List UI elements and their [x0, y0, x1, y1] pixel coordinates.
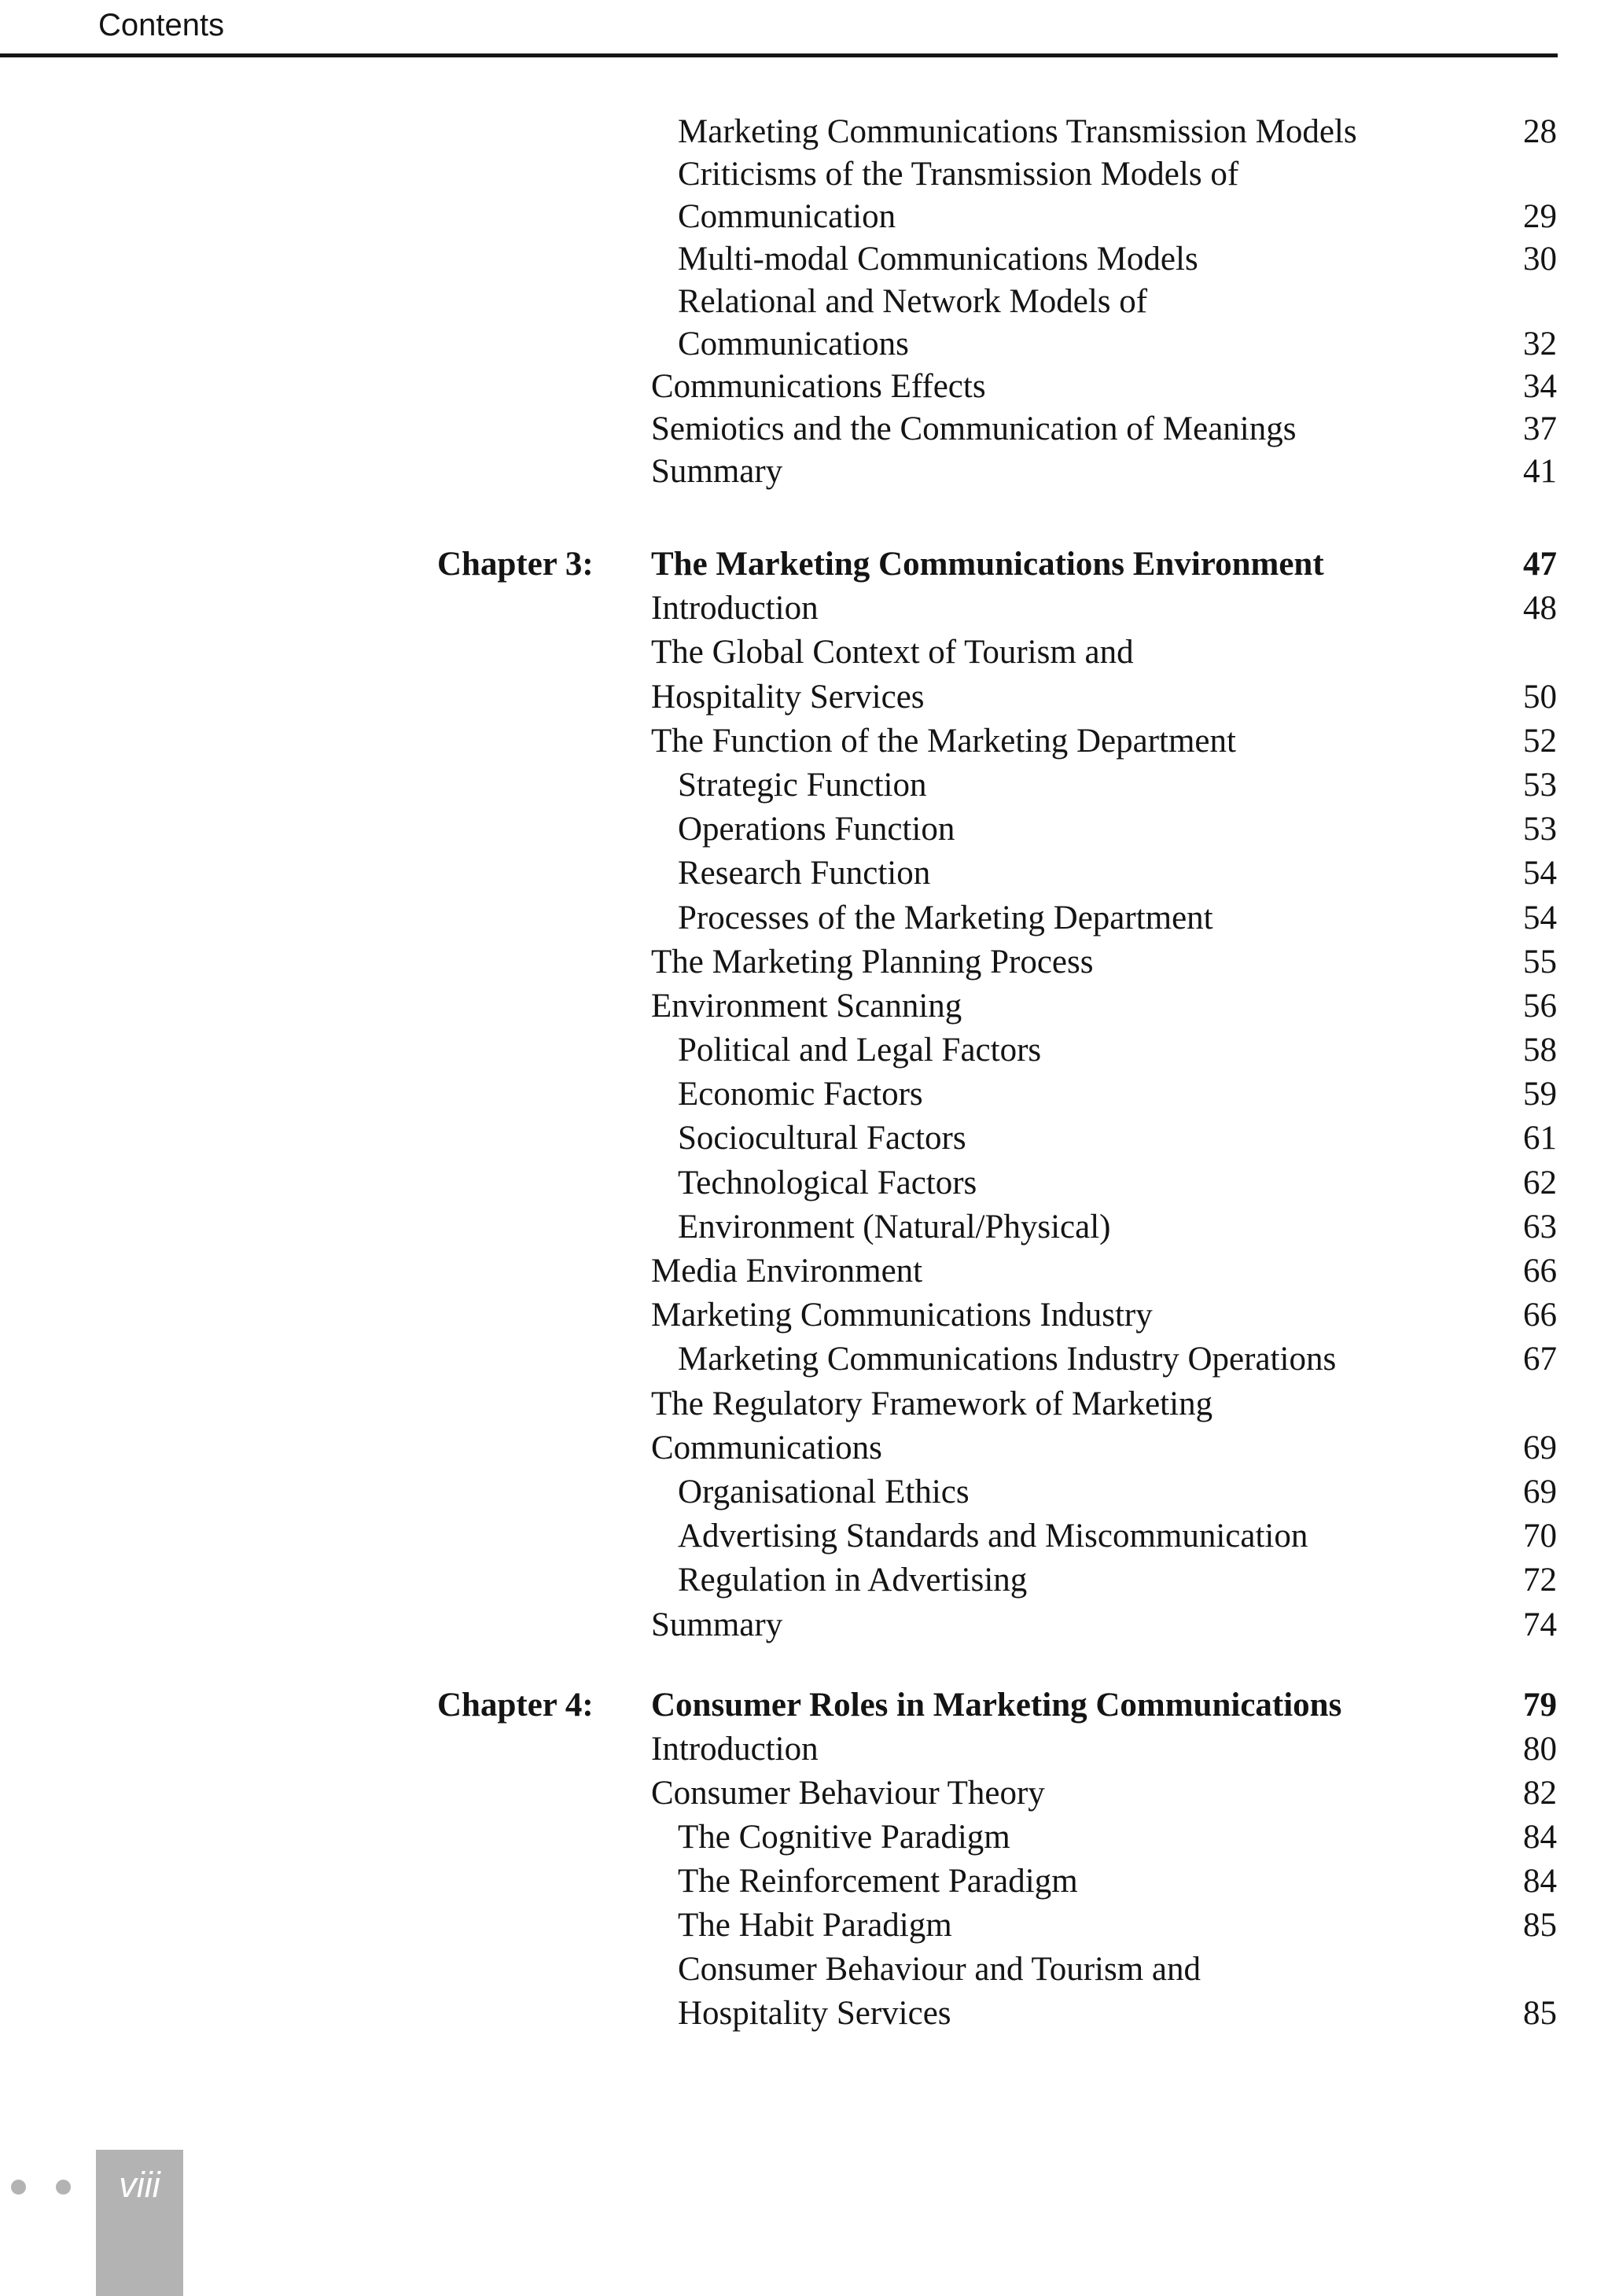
- toc-row: [0, 1426, 1597, 1470]
- toc-row: [0, 366, 1597, 408]
- toc-entry-title: The Marketing Planning Process: [651, 943, 1094, 981]
- toc-entry-page: 61: [1523, 1120, 1557, 1157]
- toc-entry-title: Processes of the Marketing Department: [678, 899, 1213, 936]
- toc-entry-title: Multi-modal Communications Models: [678, 241, 1198, 278]
- toc-entry-title: The Cognitive Paradigm: [678, 1819, 1010, 1856]
- toc-entry-title: Introduction: [651, 1731, 819, 1768]
- toc-entry-title: The Global Context of Tourism and: [651, 634, 1134, 672]
- toc-row: [0, 1904, 1597, 1948]
- toc-row: [0, 408, 1597, 451]
- toc-entry-page: 55: [1523, 943, 1557, 981]
- toc-entry-page: 84: [1523, 1819, 1557, 1856]
- toc-row: [0, 1992, 1597, 2036]
- toc-entry-page: 70: [1523, 1518, 1557, 1555]
- toc-row: [0, 1772, 1597, 1816]
- toc-row: [0, 196, 1597, 238]
- toc-entry-title: Hospitality Services: [678, 1995, 951, 2032]
- toc-entry-page: 52: [1523, 722, 1557, 760]
- toc-entry-title: Communication: [678, 198, 896, 235]
- toc-entry-title: Sociocultural Factors: [678, 1120, 966, 1157]
- toc-row: [0, 323, 1597, 366]
- toc-entry-page: 67: [1523, 1341, 1557, 1378]
- toc-entry-title: The Reinforcement Paradigm: [678, 1863, 1078, 1900]
- footer-dot: [11, 2180, 26, 2195]
- toc-entry-title: The Regulatory Framework of Marketing: [651, 1385, 1213, 1422]
- toc-entry-page: 28: [1523, 113, 1557, 150]
- toc-row: [0, 940, 1597, 984]
- toc-row: [0, 631, 1597, 675]
- toc-entry-page: 84: [1523, 1863, 1557, 1900]
- toc-entry-title: Environment (Natural/Physical): [678, 1208, 1111, 1246]
- toc-entry-title: Relational and Network Models of: [678, 283, 1148, 320]
- toc-entry-title: Semiotics and the Communication of Meanings: [651, 410, 1297, 447]
- toc-entry-page: 58: [1523, 1032, 1557, 1069]
- chapter-title: Consumer Roles in Marketing Communications: [651, 1687, 1342, 1724]
- toc-entry-title: Introduction: [651, 590, 819, 627]
- toc-entry-title: Summary: [651, 1606, 783, 1643]
- toc-row: [0, 1728, 1597, 1772]
- toc-entry-page: 80: [1523, 1731, 1557, 1768]
- toc-row: [0, 896, 1597, 940]
- toc-entry-page: 59: [1523, 1076, 1557, 1113]
- header-rule: [0, 53, 1558, 57]
- page-header-title: Contents: [98, 8, 225, 42]
- toc-entry-title: Summary: [651, 453, 783, 490]
- toc-row: [0, 543, 1597, 587]
- toc-row: [0, 153, 1597, 196]
- toc-entry-title: Criticisms of the Transmission Models of: [678, 156, 1239, 193]
- toc-row: [0, 1028, 1597, 1073]
- toc-entry-page: 63: [1523, 1208, 1557, 1246]
- toc-entry-title: Marketing Communications Industry: [651, 1297, 1153, 1334]
- chapter-label: Chapter 3:: [437, 546, 594, 583]
- toc-row: [0, 852, 1597, 896]
- toc-entry-page: 37: [1523, 410, 1557, 447]
- toc-row: [0, 808, 1597, 852]
- toc-entry-page: 29: [1523, 198, 1557, 235]
- toc-row: [0, 675, 1597, 719]
- toc-row: [0, 1470, 1597, 1514]
- toc-entry-page: 34: [1523, 368, 1557, 405]
- toc-entry-page: 54: [1523, 899, 1557, 936]
- toc-row: [0, 1382, 1597, 1426]
- chapter-title: The Marketing Communications Environment: [651, 546, 1324, 583]
- toc-row: [0, 281, 1597, 323]
- toc-row: [0, 1205, 1597, 1249]
- toc-row: [0, 719, 1597, 763]
- toc-entry-page: 48: [1523, 590, 1557, 627]
- toc-row: [0, 1816, 1597, 1860]
- toc-entry-title: Political and Legal Factors: [678, 1032, 1042, 1069]
- toc-entry-page: 53: [1523, 766, 1557, 804]
- toc-row: [0, 1117, 1597, 1161]
- toc-entry-page: 66: [1523, 1297, 1557, 1334]
- toc-row: [0, 1603, 1597, 1647]
- toc-row: [0, 1558, 1597, 1602]
- toc-entry-title: Regulation in Advertising: [678, 1562, 1028, 1599]
- toc-entry-page: 62: [1523, 1164, 1557, 1201]
- toc-row: [0, 1161, 1597, 1205]
- toc-row: [0, 587, 1597, 631]
- toc-row: [0, 1249, 1597, 1293]
- footer-dot: [56, 2180, 71, 2195]
- toc-row: [0, 238, 1597, 281]
- toc-row: [0, 1860, 1597, 1904]
- toc-entry-page: 85: [1523, 1907, 1557, 1944]
- chapter-page-number: 47: [1523, 546, 1557, 583]
- toc-entry-page: 30: [1523, 241, 1557, 278]
- toc-entry-title: Media Environment: [651, 1253, 923, 1290]
- toc-entry-title: Strategic Function: [678, 766, 927, 804]
- toc-entry-title: Economic Factors: [678, 1076, 923, 1113]
- toc-row: [0, 111, 1597, 153]
- toc-row: [0, 451, 1597, 493]
- toc-entry-page: 50: [1523, 678, 1557, 716]
- toc-entry-title: Consumer Behaviour Theory: [651, 1775, 1045, 1812]
- toc-entry-title: Research Function: [678, 855, 931, 892]
- toc-entry-title: Organisational Ethics: [678, 1473, 970, 1510]
- toc-entry-title: Consumer Behaviour and Tourism and: [678, 1951, 1201, 1988]
- toc-row: [0, 1514, 1597, 1558]
- chapter-page-number: 79: [1523, 1687, 1557, 1724]
- toc-entry-page: 74: [1523, 1606, 1557, 1643]
- toc-row: [0, 763, 1597, 808]
- toc-row: [0, 1337, 1597, 1382]
- toc-entry-page: 56: [1523, 987, 1557, 1025]
- footer-page-box: [96, 2150, 183, 2296]
- toc-row: [0, 1683, 1597, 1728]
- toc-entry-page: 66: [1523, 1253, 1557, 1290]
- chapter-label: Chapter 4:: [437, 1687, 594, 1724]
- toc-entry-page: 85: [1523, 1995, 1557, 2032]
- toc-entry-page: 54: [1523, 855, 1557, 892]
- toc-row: [0, 984, 1597, 1028]
- toc-entry-page: 69: [1523, 1429, 1557, 1466]
- footer-page-number: viii: [119, 2165, 160, 2205]
- toc-section: [0, 111, 1597, 493]
- toc-entry-title: Technological Factors: [678, 1164, 977, 1201]
- toc-entry-page: 69: [1523, 1473, 1557, 1510]
- toc-entry-page: 53: [1523, 811, 1557, 848]
- toc-entry-page: 82: [1523, 1775, 1557, 1812]
- toc-section: [0, 1683, 1597, 2036]
- toc-entry-title: Communications Effects: [651, 368, 986, 405]
- toc-section: [0, 543, 1597, 1647]
- toc-entry-title: Environment Scanning: [651, 987, 962, 1025]
- toc-entry-page: 32: [1523, 326, 1557, 362]
- toc-row: [0, 1293, 1597, 1337]
- toc-entry-title: The Habit Paradigm: [678, 1907, 952, 1944]
- toc-entry-title: Marketing Communications Industry Operations: [678, 1341, 1337, 1378]
- toc-entry-title: Operations Function: [678, 811, 955, 848]
- toc-row: [0, 1948, 1597, 1992]
- toc-entry-title: Advertising Standards and Miscommunication: [678, 1518, 1308, 1555]
- toc-row: [0, 1073, 1597, 1117]
- toc-entry-title: Communications: [678, 326, 909, 362]
- toc-entry-page: 72: [1523, 1562, 1557, 1599]
- toc-entry-title: Communications: [651, 1429, 882, 1466]
- toc-entry-title: The Function of the Marketing Department: [651, 722, 1236, 760]
- toc-entry-page: 41: [1523, 453, 1557, 490]
- toc-entry-title: Hospitality Services: [651, 678, 925, 716]
- toc-entry-title: Marketing Communications Transmission Models: [678, 113, 1357, 150]
